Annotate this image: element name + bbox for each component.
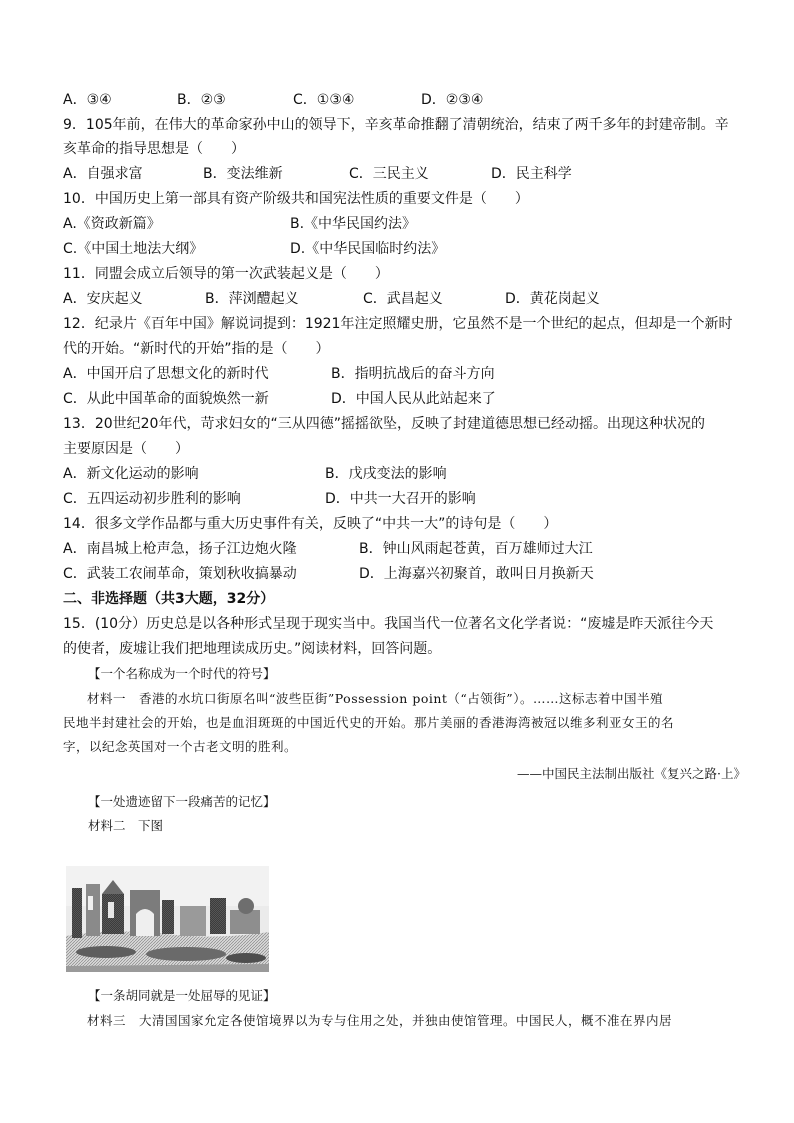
q14-option-b[interactable]: B．钟山风雨起苍黄，百万雄师过大江 xyxy=(359,541,593,557)
q15-stem-line2: 的使者，废墟让我们把地理读成历史。”阅读材料，回答问题。 xyxy=(63,641,442,657)
q13-stem-line1: 13．20世纪20年代，苛求妇女的“三从四德”摇摇欲坠，反映了封建道德思想已经动摇。出现这种状况的 xyxy=(63,416,705,432)
material-tag-1: 【一个名称成为一个时代的符号】 xyxy=(88,666,276,681)
material-2-label: 材料二 下图 xyxy=(88,818,164,833)
material-tag-2: 【一处遗迹留下一段痛苦的记忆】 xyxy=(88,794,276,809)
q12-option-a[interactable]: A．中国开启了思想文化的新时代 xyxy=(63,366,269,382)
q13-option-b[interactable]: B．戊戌变法的影响 xyxy=(325,466,447,482)
q9-option-a[interactable]: A．自强求富 xyxy=(63,166,143,182)
q11-stem: 11．同盟会成立后领导的第一次武装起义是（ ） xyxy=(63,266,389,282)
ruins-photo xyxy=(66,866,269,972)
q15-stem-line1: 15．(10分）历史总是以各种形式呈现于现实当中。我国当代一位著名文化学者说：“废墟是昨天派往今天 xyxy=(63,616,714,632)
q11-option-d[interactable]: D．黄花岗起义 xyxy=(505,291,600,307)
q8-option-a[interactable]: A．③④ xyxy=(63,92,112,108)
q13-option-d[interactable]: D．中共一大召开的影响 xyxy=(325,491,476,507)
q9-stem-line2: 亥革命的指导思想是（ ） xyxy=(63,141,245,157)
q11-option-c[interactable]: C．武昌起义 xyxy=(363,291,443,307)
q12-stem-line2: 代的开始。“新时代的开始”指的是（ ） xyxy=(63,341,330,357)
q8-option-b[interactable]: B．②③ xyxy=(177,92,226,108)
material-1-line2: 民地半封建社会的开始，也是血泪斑斑的中国近代史的开始。那片美丽的香港海湾被冠以维多利亚女王的名 xyxy=(63,715,675,730)
q8-option-d[interactable]: D．②③④ xyxy=(421,92,484,108)
q12-option-c[interactable]: C．从此中国革命的面貌焕然一新 xyxy=(63,391,269,407)
q10-option-c[interactable]: C.《中国土地法大纲》 xyxy=(63,241,204,257)
q9-option-d[interactable]: D．民主科学 xyxy=(491,166,572,182)
q14-option-d[interactable]: D．上海嘉兴初聚首，敢叫日月换新天 xyxy=(359,566,594,582)
section-title: 二、非选择题（共3大题，32分） xyxy=(63,591,275,607)
q11-option-b[interactable]: B．萍浏醴起义 xyxy=(205,291,299,307)
q11-option-a[interactable]: A．安庆起义 xyxy=(63,291,143,307)
q12-stem-line1: 12．纪录片《百年中国》解说词提到：1921年注定照耀史册，它虽然不是一个世纪的起点，但却是一个新时 xyxy=(63,316,733,332)
q10-stem: 10．中国历史上第一部具有资产阶级共和国宪法性质的重要文件是（ ） xyxy=(63,191,529,207)
q8-option-c[interactable]: C．①③④ xyxy=(293,92,355,108)
q12-option-d[interactable]: D．中国人民从此站起来了 xyxy=(331,391,496,407)
q10-option-d[interactable]: D.《中华民国临时约法》 xyxy=(290,241,446,257)
material-1-line1: 材料一 香港的水坑口街原名叫“波些臣街”Possession point（“占领街”）。……这标志着中国半殖 xyxy=(87,691,663,706)
q14-stem: 14．很多文学作品都与重大历史事件有关，反映了“中共一大”的诗句是（ ） xyxy=(63,516,558,532)
q13-stem-line2: 主要原因是（ ） xyxy=(63,441,189,457)
material-1-line3: 字，以纪念英国对一个古老文明的胜利。 xyxy=(63,739,298,754)
q10-option-a[interactable]: A.《资政新篇》 xyxy=(63,216,161,232)
q13-option-a[interactable]: A．新文化运动的影响 xyxy=(63,466,199,482)
q9-option-b[interactable]: B．变法维新 xyxy=(203,166,283,182)
q9-stem-line1: 9．105年前，在伟大的革命家孙中山的领导下，辛亥革命推翻了清朝统治，结束了两千多年的封建帝制。辛 xyxy=(63,117,729,133)
q12-option-b[interactable]: B．指明抗战后的奋斗方向 xyxy=(331,366,495,382)
q14-option-c[interactable]: C．武装工农闹革命，策划秋收搞暴动 xyxy=(63,566,297,582)
q9-option-c[interactable]: C．三民主义 xyxy=(349,166,429,182)
material-tag-3: 【一条胡同就是一处屈辱的见证】 xyxy=(88,988,276,1003)
q14-option-a[interactable]: A．南昌城上枪声急，扬子江边炮火隆 xyxy=(63,541,297,557)
material-1-source: ——中国民主法制出版社《复兴之路·上》 xyxy=(517,766,746,781)
q13-option-c[interactable]: C．五四运动初步胜利的影响 xyxy=(63,491,241,507)
material-3-line1: 材料三 大清国国家允定各使馆境界以为专与住用之处，并独由使馆管理。中国民人，概不准在界内居 xyxy=(87,1013,673,1028)
q10-option-b[interactable]: B.《中华民国约法》 xyxy=(290,216,417,232)
